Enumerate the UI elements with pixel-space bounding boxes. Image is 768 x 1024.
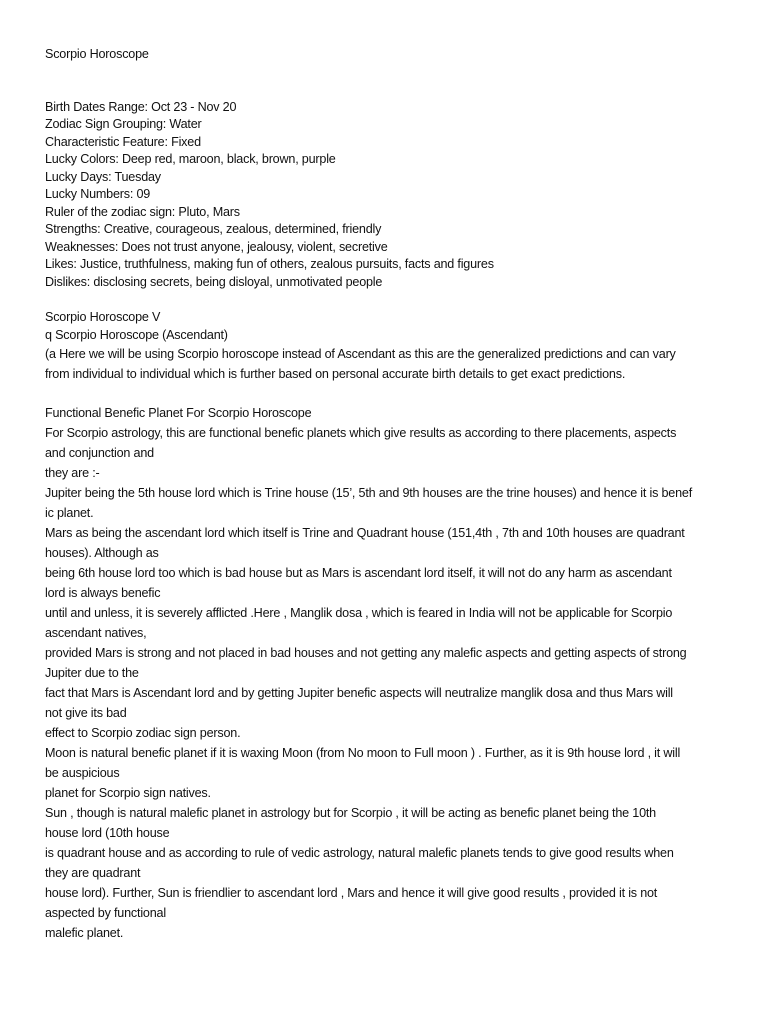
- paragraph-line: For Scorpio astrology, this are functional benefic planets which give results as according to there placements, aspects: [45, 426, 677, 440]
- section-heading: Functional Benefic Planet For Scorpio Horoscope: [45, 406, 312, 420]
- paragraph-line: aspected by functional: [45, 906, 166, 920]
- paragraph-line: from individual to individual which is further based on personal accurate birth details to get exact predictions.: [45, 367, 626, 381]
- paragraph-line: provided Mars is strong and not placed in bad houses and not getting any malefic aspects and getting aspects of strong: [45, 646, 687, 660]
- document-title: Scorpio Horoscope: [45, 47, 149, 61]
- spacer: [45, 384, 725, 403]
- paragraph-line: Mars as being the ascendant lord which itself is Trine and Quadrant house (151,4th , 7th and 10th houses are quadrant: [45, 526, 685, 540]
- paragraph-line: planet for Scorpio sign natives.: [45, 786, 211, 800]
- profile-list: [45, 99, 725, 292]
- profile-birth-dates: Birth Dates Range: Oct 23 - Nov 20: [45, 99, 237, 114]
- section-ascendant: [45, 309, 725, 384]
- profile-ruler: Ruler of the zodiac sign: Pluto, Mars: [45, 204, 240, 219]
- section-heading: Scorpio Horoscope V: [45, 310, 161, 324]
- spacer: [45, 291, 725, 309]
- paragraph-line: house lord (10th house: [45, 826, 170, 840]
- profile-grouping: Zodiac Sign Grouping: Water: [45, 117, 202, 131]
- section-functional-benefic: [45, 403, 725, 943]
- profile-feature: Characteristic Feature: Fixed: [45, 134, 201, 149]
- paragraph-line: ascendant natives,: [45, 626, 147, 640]
- paragraph-line: not give its bad: [45, 706, 127, 720]
- profile-lucky-days: Lucky Days: Tuesday: [45, 169, 161, 184]
- paragraph-line: effect to Scorpio zodiac sign person.: [45, 726, 241, 740]
- paragraph-line: Sun , though is natural malefic planet in astrology but for Scorpio , it will be acting as benefic planet being the 10th: [45, 806, 656, 820]
- profile-weaknesses: Weaknesses: Does not trust anyone, jealousy, violent, secretive: [45, 239, 388, 254]
- paragraph-line: they are :-: [45, 466, 100, 480]
- paragraph-line: houses). Although as: [45, 546, 159, 560]
- paragraph-line: fact that Mars is Ascendant lord and by getting Jupiter benefic aspects will neutralize manglik dosa and thus Mars will: [45, 686, 673, 700]
- paragraph-line: ic planet.: [45, 506, 94, 520]
- section-subheading: q Scorpio Horoscope (Ascendant): [45, 327, 228, 342]
- paragraph-line: house lord). Further, Sun is friendlier to ascendant lord , Mars and hence it will give good results , provided it is not: [45, 886, 658, 900]
- paragraph-line: is quadrant house and as according to rule of vedic astrology, natural malefic planets tends to give good results when: [45, 846, 674, 860]
- paragraph-line: (a Here we will be using Scorpio horoscope instead of Ascendant as this are the generalized predictions and can vary: [45, 347, 676, 361]
- paragraph-line: until and unless, it is severely afflicted .Here , Manglik dosa , which is feared in India will not be applicable for Scorpio: [45, 606, 673, 620]
- paragraph-line: malefic planet.: [45, 926, 124, 940]
- profile-likes: Likes: Justice, truthfulness, making fun of others, zealous pursuits, facts and figures: [45, 257, 494, 271]
- paragraph-line: Jupiter due to the: [45, 666, 139, 680]
- paragraph-line: and conjunction and: [45, 446, 154, 460]
- paragraph-line: Moon is natural benefic planet if it is waxing Moon (from No moon to Full moon ) . Further, as it is 9th house lord , it will: [45, 746, 681, 760]
- profile-strengths: Strengths: Creative, courageous, zealous, determined, friendly: [45, 222, 382, 236]
- paragraph-line: Jupiter being the 5th house lord which is Trine house (15’, 5th and 9th houses are the trine houses) and hence it is benef: [45, 486, 692, 500]
- paragraph-line: they are quadrant: [45, 866, 141, 880]
- profile-lucky-numbers: Lucky Numbers: 09: [45, 187, 151, 201]
- spacer: [45, 64, 725, 99]
- paragraph-line: being 6th house lord too which is bad house but as Mars is ascendant lord itself, it will not do any harm as ascendant: [45, 566, 672, 580]
- paragraph-line: lord is always benefic: [45, 586, 161, 600]
- profile-dislikes: Dislikes: disclosing secrets, being disloyal, unmotivated people: [45, 274, 383, 289]
- profile-lucky-colors: Lucky Colors: Deep red, maroon, black, brown, purple: [45, 152, 336, 166]
- paragraph-line: be auspicious: [45, 766, 120, 780]
- document-page: [45, 46, 725, 943]
